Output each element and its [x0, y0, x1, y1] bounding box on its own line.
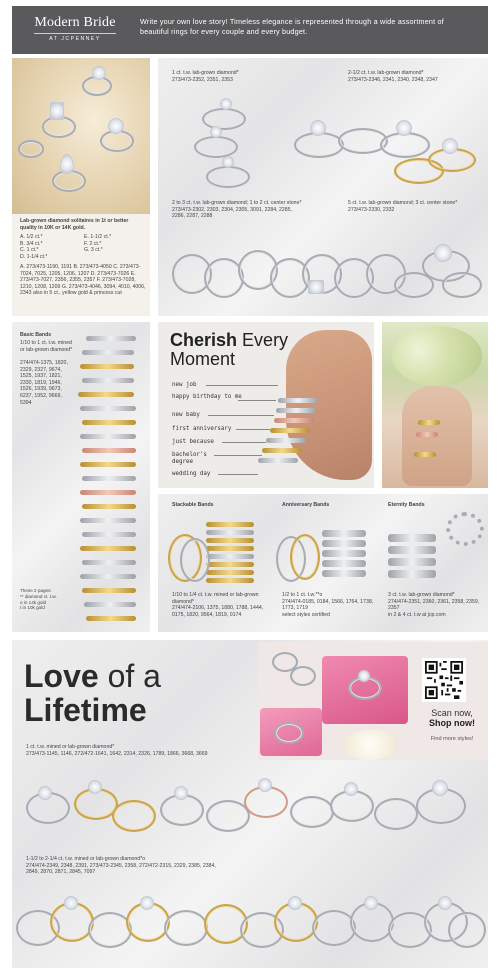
band-icon	[80, 490, 136, 495]
ring-icon	[202, 108, 246, 130]
band-icon	[78, 392, 134, 397]
caption-note: select styles certified	[282, 611, 330, 618]
diamond-icon	[64, 896, 78, 910]
caption-styles: 274/474-2106, 1375, 1880, 1788, 1444, 0175, 1820, 9564, 1819, 0174	[172, 605, 264, 618]
milestone-label: first anniversary	[172, 426, 232, 432]
anniversary-caption	[282, 592, 382, 618]
size-item: F. 2 ct.*	[84, 240, 102, 247]
diamond-icon	[396, 120, 412, 136]
header-banner	[12, 6, 488, 54]
diamond-icon	[108, 118, 124, 134]
ring-icon	[274, 722, 304, 744]
ring-icon	[290, 796, 334, 828]
band-icon	[206, 522, 254, 527]
love-title-line-1	[24, 658, 161, 695]
love-title-line-2: Lifetime	[24, 692, 147, 728]
love-caption-1	[26, 744, 246, 757]
leader-line	[214, 455, 262, 456]
band-icon	[388, 546, 436, 554]
solitaire-rings-photo	[12, 58, 150, 214]
band-icon	[418, 420, 440, 425]
diamond-icon	[344, 782, 358, 796]
band-icon	[270, 428, 310, 433]
band-icon	[82, 476, 136, 481]
footnote-line: ** diamond ct. t.w.	[20, 593, 57, 599]
milestone-label: new job	[172, 382, 197, 388]
milestone-label: just because	[172, 439, 214, 445]
footnote-line: These 2 pages:	[20, 588, 52, 593]
diamond-icon	[222, 156, 234, 168]
hand-image	[286, 330, 372, 480]
band-icon	[80, 364, 134, 369]
ring-icon	[290, 666, 316, 686]
band-icon	[322, 530, 366, 537]
leader-line	[218, 474, 258, 475]
diamond-icon	[432, 780, 448, 796]
love-title-bold: Love	[24, 658, 99, 694]
band-icon	[258, 458, 298, 463]
stackable-title: Stackable Bands	[172, 502, 214, 508]
band-icon	[206, 546, 254, 551]
ring-icon	[180, 538, 210, 582]
band-icon	[416, 432, 438, 437]
diamond-icon	[288, 896, 302, 910]
caption-title: 1 ct. t.w. mined or lab-grown diamond*	[26, 744, 115, 750]
basic-bands-stack	[76, 336, 148, 626]
band-icon	[82, 560, 136, 565]
caption-styles: 273/473-2330, 2332	[348, 206, 395, 213]
caption-styles: 274/474-2351, 2360, 2361, 2358, 2359, 2357	[388, 598, 480, 612]
diamond-icon	[442, 138, 458, 154]
band-icon	[262, 448, 302, 453]
flower-image	[342, 730, 398, 760]
ring-icon	[194, 136, 238, 158]
band-icon	[322, 550, 366, 557]
band-icon	[82, 588, 136, 593]
band-icon	[80, 546, 136, 551]
band-icon	[414, 452, 436, 457]
leader-line	[208, 415, 274, 416]
diamond-icon	[92, 66, 106, 80]
love-caption-2	[26, 856, 216, 876]
diamond-icon	[38, 786, 52, 800]
ring-icon	[442, 272, 482, 298]
band-icon	[322, 540, 366, 547]
labgrown-caption-3	[172, 200, 302, 220]
cherish-panel	[158, 322, 374, 488]
eternity-caption	[388, 592, 484, 618]
diamond-icon	[50, 102, 64, 120]
band-icon	[206, 578, 254, 583]
size-item: C. 1 ct.*	[20, 247, 39, 254]
band-icon	[388, 534, 436, 542]
band-icon	[80, 406, 136, 411]
anniversary-title: Anniversary Bands	[282, 502, 330, 508]
logo-main-text: Modern Bride	[34, 15, 116, 30]
diamond-icon	[434, 244, 452, 262]
diamond-icon	[258, 778, 272, 792]
band-icon	[86, 616, 136, 621]
band-icon	[84, 602, 136, 607]
band-icon	[276, 408, 316, 413]
band-icon	[274, 418, 314, 423]
diamond-icon	[310, 120, 326, 136]
labgrown-caption-4	[348, 200, 478, 213]
band-icon	[322, 570, 366, 577]
qr-code-graphic	[425, 661, 463, 699]
band-icon	[206, 562, 254, 567]
band-icon	[322, 560, 366, 567]
diamond-icon	[364, 896, 378, 910]
stackable-caption	[172, 592, 272, 618]
band-icon	[206, 554, 254, 559]
diamond-icon	[140, 896, 154, 910]
caption-title: 1/2 to 1 ct. t.w.**o	[282, 592, 323, 598]
band-icon	[388, 558, 436, 566]
size-item: E. 1-1/2 ct.*	[84, 234, 112, 240]
basic-footnote	[20, 588, 70, 611]
diamond-icon	[308, 280, 324, 294]
leader-line	[206, 385, 278, 386]
caption-styles: 274/474-0185, 0184, 1566, 1764, 1738, 1773, 1719	[282, 598, 374, 612]
band-icon	[206, 538, 254, 543]
leader-line	[222, 442, 266, 443]
scan-now-text: Scan now,	[431, 708, 473, 718]
love-title-rest: of a	[107, 658, 161, 694]
diamond-icon	[210, 126, 222, 138]
band-icon	[82, 378, 134, 383]
footnote-line: o in 14k gold	[20, 599, 47, 605]
band-icon	[266, 438, 306, 443]
size-item: G. 3 ct.*	[84, 247, 103, 254]
qr-code-icon[interactable]	[422, 658, 466, 702]
band-icon	[80, 462, 136, 467]
band-icon	[82, 504, 136, 509]
cherish-title-bold: Cherish	[170, 330, 238, 350]
qr-promo-panel	[258, 642, 488, 760]
size-item: B. 3/4 ct.*	[20, 240, 43, 247]
cherish-title	[170, 330, 288, 351]
caption-styles: 273/473-2352, 2351, 2353	[172, 76, 233, 83]
bouquet-hands-photo	[382, 322, 488, 488]
modern-bride-logo[interactable]	[26, 12, 124, 48]
band-icon	[206, 530, 254, 535]
band-icon	[388, 570, 436, 578]
ring-icon	[374, 798, 418, 830]
caption-styles: 273/473-2346, 2341, 2340, 2348, 2347	[348, 76, 438, 83]
basic-style-numbers: 274/474-1375, 1820, 2329, 2327, 9674, 1525, 1937, 1821, 2330, 1819, 1946, 1526, 1939, 9673, 6237, 1952, 9669, 5394	[20, 360, 68, 406]
basic-bands-panel	[12, 322, 150, 632]
labgrown-caption-1	[172, 70, 292, 83]
solitaire-heading: Lab-grown diamond solitaires in 1t or better quality in 10K or 14K gold.	[20, 218, 129, 231]
size-item: D. 1-1/4 ct.*	[20, 253, 48, 260]
diamond-icon	[438, 896, 452, 910]
ring-icon	[312, 910, 356, 946]
find-more-link[interactable]: Find more styles!	[430, 736, 474, 742]
solitaire-sizes-left	[20, 234, 80, 260]
caption-title: 1-1/2 to 2-1/4 ct. t.w. mined or lab-grown diamond*o	[26, 856, 146, 862]
band-icon	[80, 434, 136, 439]
caption-title: 5 ct. t.w. lab-grown diamond; 3 ct. center stone*	[348, 200, 458, 206]
ring-icon	[112, 800, 156, 832]
ring-icon	[448, 912, 486, 948]
diamond-icon	[88, 780, 102, 794]
shop-now-link[interactable]: Shop now!	[429, 718, 475, 728]
caption-title: 1 ct. t.w. lab-grown diamond*	[172, 70, 239, 76]
ring-icon	[206, 166, 250, 188]
basic-heading: Basic Bands	[20, 332, 52, 338]
milestone-label: happy birthday to me	[172, 394, 242, 400]
diamond-icon	[60, 154, 74, 174]
diamond-icon	[358, 670, 370, 682]
ring-icon	[164, 910, 208, 946]
band-icon	[82, 532, 136, 537]
size-item: A. 1/2 ct.*	[20, 234, 43, 240]
footnote-line: t in 10k gold	[20, 605, 45, 611]
solitaire-style-numbers: A. 273/473-1190, 1191 B. 273/473-4050 C. 273/473-7024, 7025, 1205, 1206, 1207 D. 273/473-7026 E. 273/473-7027, 2356, 2355, 2357 F. 273/473-7028, 1210, 1208, 1209 G. 273/473-4046, 3094, 4010, 4006, 2343 also in 5 ct., yellow gold & princess cut	[20, 264, 146, 297]
caption-styles: 273/473-2302, 2303, 2304, 2305, 3091, 2284, 2285, 2286, 2287, 2288	[172, 206, 292, 220]
milestone-label: wedding day	[172, 471, 211, 477]
caption-title: 1/10 to 1/4 ct. t.w. mined or lab-grown diamond*	[172, 592, 259, 605]
solitaire-sizes-right	[84, 234, 144, 254]
caption-title: 2-1/2 ct. t.w. lab-grown diamond*	[348, 70, 424, 76]
header-tagline: Write your own love story! Timeless elegance is represented through a wide assortment of beautiful rings for every couple and every budget.	[140, 17, 444, 36]
band-icon	[82, 448, 136, 453]
caption-note: in 2 & 4 ct. t.w at jcp.com	[388, 611, 446, 618]
ring-icon	[290, 534, 320, 580]
caption-title: 2 to 3 ct. t.w. lab-grown diamond; 1 to 2 ct. center stone*	[172, 200, 302, 206]
caption-styles: 273/473-1145, 1146, 272/472-1641, 1642, 2314, 2326, 1789, 1866, 3668, 3669	[26, 750, 208, 757]
band-icon	[82, 420, 136, 425]
milestone-label: new baby	[172, 412, 200, 418]
ring-icon	[446, 512, 484, 546]
ring-icon	[18, 140, 44, 158]
labgrown-caption-2	[348, 70, 478, 83]
logo-divider	[34, 33, 116, 34]
band-icon	[80, 518, 136, 523]
leader-line	[236, 429, 270, 430]
diamond-icon	[174, 786, 188, 800]
eternity-title: Eternity Bands	[388, 502, 425, 508]
cherish-title-rest: Every	[242, 330, 289, 350]
logo-sub-text: AT JCPENNEY	[49, 36, 101, 42]
band-icon	[80, 574, 136, 579]
flowers-image	[392, 326, 482, 386]
caption-styles: 274/474-2349, 2348, 2391, 273/473-2345, 2358, 272/472-2315, 2329, 2385, 2384, 2849, 2870, 2871, 2845, 7097	[26, 862, 216, 876]
band-icon	[278, 398, 318, 403]
milestone-label: bachelor's degree	[172, 452, 207, 465]
moment-title: Moment	[170, 349, 236, 369]
leader-line	[238, 400, 276, 401]
band-icon	[82, 350, 134, 355]
caption-title: 3 ct. t.w. lab-grown diamond*	[388, 592, 455, 598]
solitaire-panel	[12, 58, 150, 316]
basic-description: 1/10 to 1 ct. t.w. mined or lab-grown diamond*	[20, 340, 73, 353]
band-icon	[206, 570, 254, 575]
bands-panel	[158, 494, 488, 632]
diamond-icon	[220, 98, 232, 110]
labgrown-panel	[158, 58, 488, 316]
band-icon	[86, 336, 136, 341]
